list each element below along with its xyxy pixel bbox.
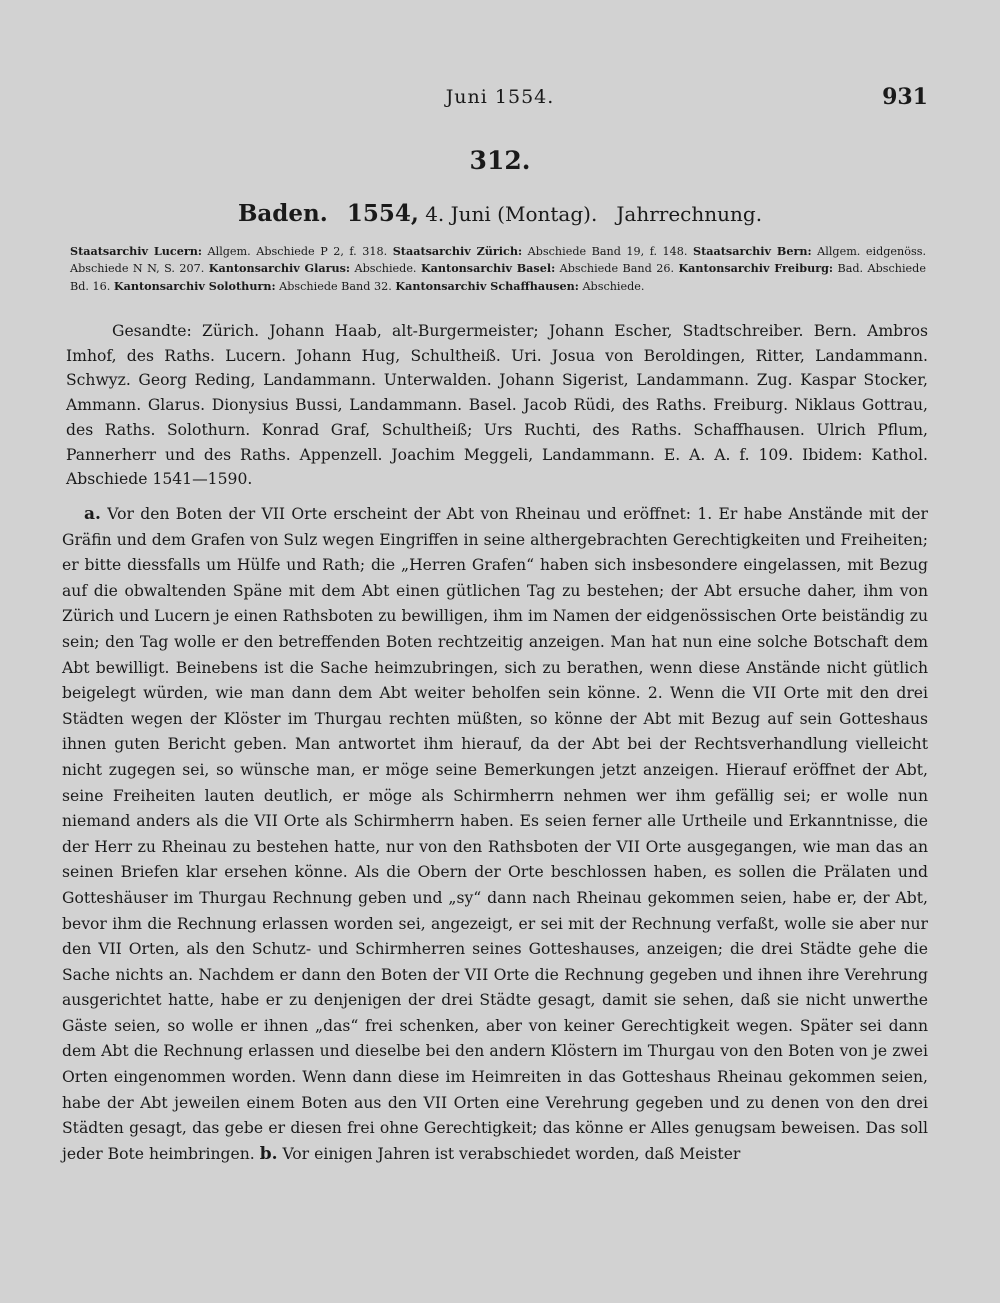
archive-ref: Abschiede.	[582, 279, 645, 293]
archive-ref: Allgem. eidgenöss. Abschiede N N, S. 207.	[70, 245, 926, 276]
title-place: Baden.	[237, 200, 328, 227]
archive-label: Staatsarchiv Zürich:	[392, 244, 523, 258]
archive-label: Kantonsarchiv Glarus:	[208, 261, 351, 276]
archive-label: Kantonsarchiv Freiburg:	[678, 261, 834, 276]
section-a-text: Vor den Boten der VII Orte erscheint der Abt von Rheinau und eröffnet: 1. Er habe Anstände mit der Gräfin und dem Grafen von Sulz wegen Eingriffen in seine althergebrachten Gerechtigkeiten und Freiheiten; er bitte diessfalls um Hülfe und Rath; die „Herren Grafen“ haben sich insbesondere eingelassen, mit Bezug auf die obwaltenden Späne mit dem Abt einen gütlichen Tag zu bestehen; der Abt ersuche daher, ihm von Zürich und Lucern je einen Rathsboten zu bewilligen, ihm im Namen der eidgenössischen Orte beiständig zu sein; den Tag wolle er den betreffenden Boten rechtzeitig anzeigen. Man hat nun eine solche Botschaft dem Abt bewilligt. Beinebens ist die Sache heimzubringen, sich zu berathen, wenn diese Anstände nicht gütlich beigelegt würden, wie man dann dem Abt weiter beholfen sein könne. 2. Wenn die VII Orte mit den drei Städten wegen der Klöster im Thurgau rechten müßten, so könne der Abt mit Bezug auf sein Gotteshaus ihnen guten Bericht geben. Man antwortet ihm hierauf, da der Abt bei der Rechtsverhandlung vielleicht nicht zugegen sei, so wünsche man, er möge seine Bemerkungen jetzt anzeigen. Hierauf eröffnet der Abt, seine Freiheiten lauten deutlich, er möge als Schirmherrn nehmen wer ihm gefällig sei; er wolle nun niemand anders als die VII Orte als Schirmherrn haben. Es seien ferner alle Urtheile und Erkanntnisse, die der Herr zu Rheinau zu bestehen hatte, nur von den Rathsboten der VII Orte ausgegangen, wie man das an seinen Briefen klar ersehen könne. Als die Obern der Orte beschlossen haben, es sollen die Prälaten und Gotteshäuser im Thurgau Rechnung geben und „sy“ dann nach Rheinau gekommen seien, habe er, der Abt, bevor ihm die Rechnung erlassen worden sei, angezeigt, er sei mit der Rechnung verfaßt, wolle sie aber nur den VII Orten, als den Schutz- und Schirmherren seines Gotteshauses, anzeigen; die drei Städte gehe die Sache nichts an. Nachdem er dann den Boten der VII Orte die Rechnung gegeben und ihnen ihre Verehrung ausgerichtet hatte, habe er zu denjenigen der drei Städte gesagt, damit sie sehen, daß sie nicht unwerthe Gäste seien, so wolle er ihnen „das“ frei schenken, aber von keiner Gerechtigkeit wegen. Später sei dann dem Abt die Rechnung erlassen und dieselbe bei den andern Klöstern im Thurgau von den Boten von je zwei Orten eingenommen worden. Wenn dann diese im Heimreiten in das Gotteshaus Rheinau gekommen seien, habe der Abt jeweilen einem Boten aus den VII Orten eine Verehrung gegeben und zu denen von den drei Städten gesagt, das gebe er diesen frei ohne Gerechtigkeit; das könne er Alles genugsam beweisen. Das soll jeder Bote heimbringen.	[62, 505, 928, 1163]
archive-ref: Abschiede Band 32.	[279, 279, 392, 293]
document-number: 312.	[469, 146, 531, 175]
title-type: Jahrrechnung.	[616, 202, 763, 226]
running-header-date: Juni 1554.	[445, 86, 555, 108]
title-year: 1554,	[346, 200, 419, 227]
archive-ref: Allgem. Abschiede P 2, f. 318.	[207, 245, 388, 258]
section-letter-b: b.	[259, 1143, 278, 1164]
section-b-text: Vor einigen Jahren ist verabschiedet worden, daß Meister	[282, 1144, 741, 1163]
section-letter-a: a.	[84, 504, 101, 524]
archive-ref: Abschiede Band 26.	[559, 262, 675, 276]
page-number: 931	[882, 84, 928, 110]
body-paragraph	[62, 502, 928, 1167]
archive-label: Kantonsarchiv Schaffhausen:	[395, 278, 579, 293]
archive-sources	[70, 243, 926, 295]
title-date: 4. Juni (Montag).	[425, 202, 598, 226]
archive-label: Kantonsarchiv Solothurn:	[113, 278, 276, 293]
delegates-paragraph: Gesandte: Zürich. Johann Haab, alt-Burgermeister; Johann Escher, Stadtschreiber. Bern. Ambros Imhof, des Raths. Lucern. Johann Hug, Schultheiß. Uri. Josua von Beroldingen, Ritter, Landammann. Schwyz. Georg Reding, Landammann. Unterwalden. Johann Sigerist, Landammann. Zug. Kaspar Stocker, Ammann. Glarus. Dionysius Bussi, Landammann. Basel. Jacob Rüdi, des Raths. Freiburg. Niklaus Gottrau, des Raths. Solothurn. Konrad Graf, Schultheiß; Urs Ruchti, des Raths. Schaffhausen. Ulrich Pflum, Pannerherr und des Raths. Appenzell. Joachim Meggeli, Landammann. E. A. A. f. 109. Ibidem: Kathol. Abschiede 1541—1590.	[66, 322, 928, 489]
archive-label: Staatsarchiv Lucern:	[70, 244, 202, 258]
archive-ref: Abschiede.	[354, 262, 417, 276]
archive-ref: Abschiede Band 19, f. 148.	[527, 245, 688, 258]
archive-label: Staatsarchiv Bern:	[692, 244, 812, 258]
archive-ref: Bad. Abschiede Bd. 16.	[70, 262, 926, 293]
archive-label: Kantonsarchiv Basel:	[420, 261, 556, 276]
entry-title	[0, 200, 1000, 227]
